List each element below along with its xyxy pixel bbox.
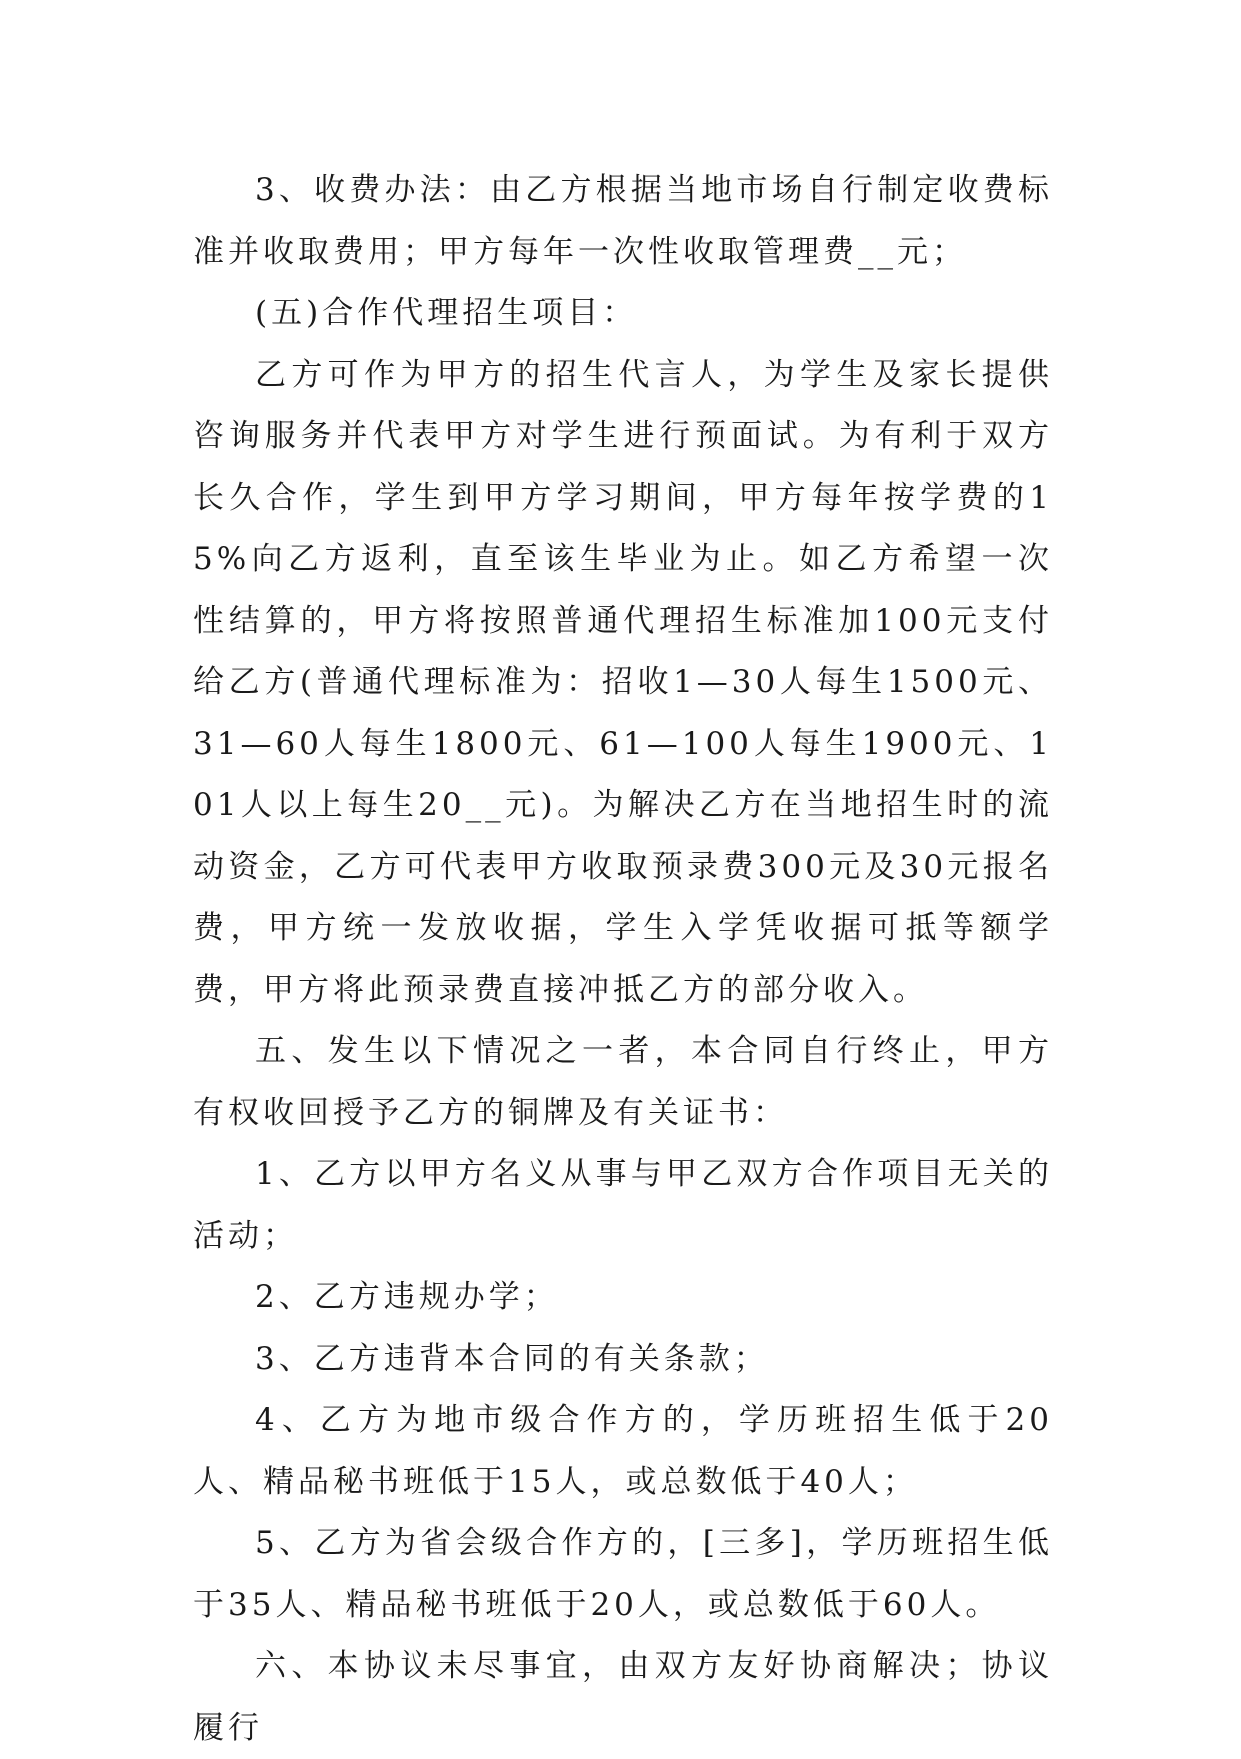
termination-item-4: 4、乙方为地市级合作方的，学历班招生低于20人、精品秘书班低于15人，或总数低于40人； [193, 1402, 1053, 1500]
termination-item-3: 3、乙方违背本合同的有关条款； [255, 1340, 769, 1377]
section-termination-heading: 五、发生以下情况之一者，本合同自行终止，甲方有权收回授予乙方的铜牌及有关证书： [193, 1033, 1053, 1131]
document-body [193, 160, 1053, 1759]
termination-item-5: 5、乙方为省会级合作方的，[三多]，学历班招生低于35人、精品秘书班低于20人，或总数低于60人。 [193, 1525, 1053, 1623]
section-agency-enrollment-heading: (五)合作代理招生项目： [255, 295, 638, 331]
termination-item-2: 2、乙方违规办学； [255, 1279, 559, 1315]
section-miscellaneous: 六、本协议未尽事宜，由双方友好协商解决；协议履行 [193, 1648, 1053, 1746]
clause-agency-enrollment: 乙方可作为甲方的招生代言人，为学生及家长提供咨询服务并代表甲方对学生进行预面试。为有利于双方长久合作，学生到甲方学习期间，甲方每年按学费的15%向乙方返利，直至该生毕业为止。如乙方希望一次性结算的，甲方将按照普通代理招生标准加100元支付给乙方(普通代理标准为：招收1—30人每生1500元、31—60人每生1800元、61—100人每生1900元、101人以上每生20__元)。为解决乙方在当地招生时的流动资金，乙方可代表甲方收取预录费300元及30元报名费，甲方统一发放收据，学生入学凭收据可抵等额学费，甲方将此预录费直接冲抵乙方的部分收入。 [193, 356, 1053, 1008]
termination-item-1: 1、乙方以甲方名义从事与甲乙双方合作项目无关的活动； [193, 1156, 1053, 1254]
clause-fee-method: 3、收费办法：由乙方根据当地市场自行制定收费标准并收取费用；甲方每年一次性收取管理费__元； [193, 172, 1053, 270]
